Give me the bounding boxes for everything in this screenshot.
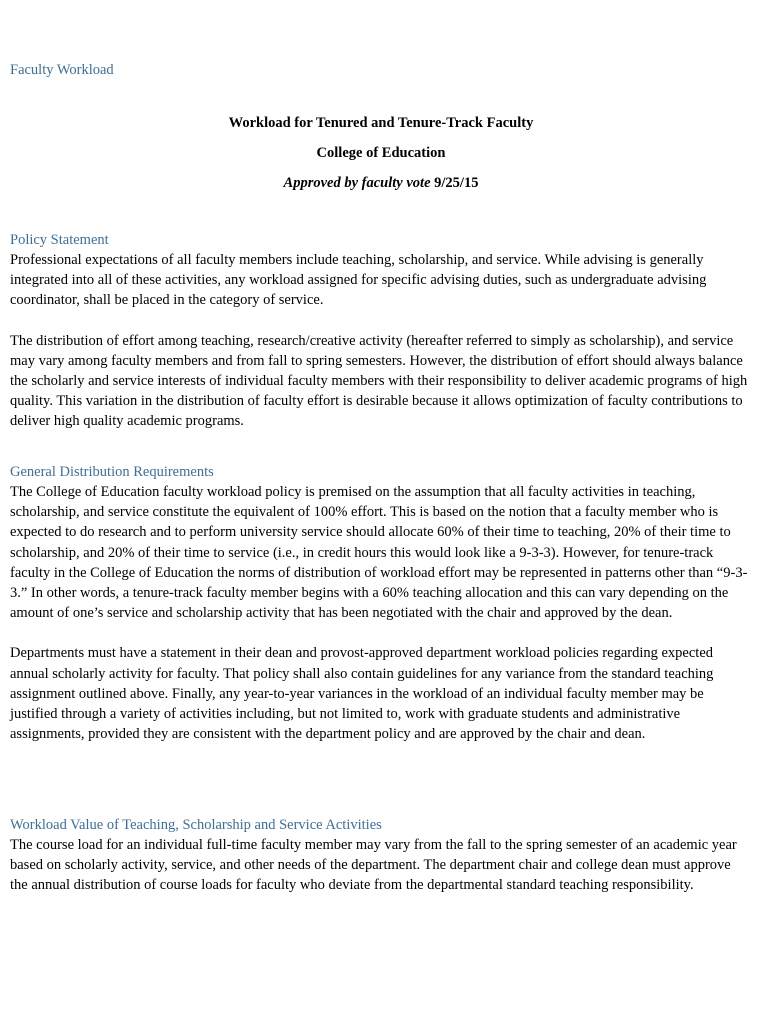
document-title: Workload for Tenured and Tenure-Track Faculty — [228, 115, 534, 131]
document-title-block — [10, 113, 752, 203]
faculty-workload-link[interactable]: Faculty Workload — [10, 62, 114, 78]
paragraph: Departments must have a statement in their dean and provost-approved department workload policies regarding expected annual scholarly activity for faculty. That policy shall also contain guidelines for any variance from the standard teaching assignment outlined above. Finally, any year-to-year variances in the workload of an individual faculty member may be justified through a variety of activities including, but not limited to, work with graduate students and administrative assignments, provided they are consistent with the department policy and are approved by the chair and dean. — [10, 645, 714, 743]
approval-label: Approved by faculty vote — [283, 175, 431, 191]
approval-date: 9/25/15 — [434, 175, 479, 191]
paragraph: Professional expectations of all faculty members include teaching, scholarship, and service. While advising is generally integrated into all of these activities, any workload assigned for specific advising duties, such as undergraduate advising coordinator, shall be placed in the category of service. — [10, 252, 707, 309]
section-heading: General Distribution Requirements — [10, 464, 214, 480]
section-heading: Policy Statement — [10, 232, 109, 248]
approval-line — [10, 173, 752, 203]
section-workload-value — [10, 815, 752, 896]
paragraph: The distribution of effort among teaching, research/creative activity (hereafter referred to simply as scholarship), and service may vary among faculty members and from fall to spring semesters. However, the distribution of effort should always balance the scholarly and service interests of individual faculty members with their responsibility to deliver academic programs of high quality. This variation in the distribution of faculty effort is desirable because it allows optimization of faculty contributions to deliver high quality academic programs. — [10, 332, 748, 430]
college-name: College of Education — [316, 145, 446, 161]
paragraph: The College of Education faculty workload policy is premised on the assumption that all faculty activities in teaching, scholarship, and service constitute the equivalent of 100% effort. This is based on the notion that a faculty member who is expected to do research and to perform university service should allocate 60% of their time to teaching, 20% of their time to scholarship, and 20% of their time to service (i.e., in credit hours this would look like a 9-3-3). However, for tenure-track faculty in the College of Education the norms of distribution of workload effort may be represented in patterns other than “9-3-3.” In other words, a tenure-track faculty member begins with a 60% teaching allocation and this can vary depending on the amount of one’s service and scholarship activity that has been negotiated with the chair and approved by the dean. — [10, 484, 748, 622]
section-general-distribution — [10, 462, 752, 744]
section-heading: Workload Value of Teaching, Scholarship and Service Activities — [10, 817, 382, 833]
paragraph: The course load for an individual full-time faculty member may vary from the fall to the spring semester of an academic year based on scholarly activity, service, and other needs of the department. The department chair and college dean must approve the annual distribution of course loads for faculty who deviate from the departmental standard teaching responsibility. — [10, 837, 737, 894]
section-policy-statement — [10, 230, 752, 432]
